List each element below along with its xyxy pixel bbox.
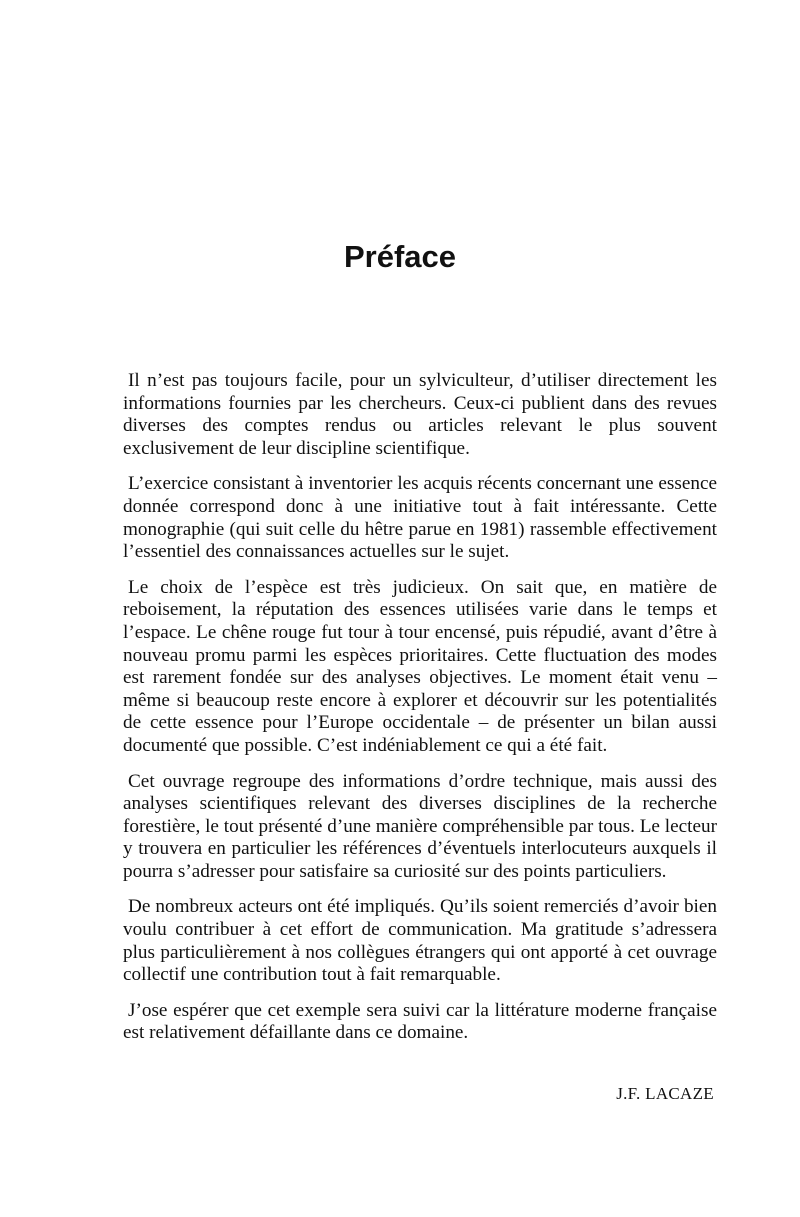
page-title: Préface bbox=[343, 239, 457, 274]
author-signature: J.F. LACAZE bbox=[616, 1084, 714, 1103]
paragraph-5: De nombreux acteurs ont été impliqués. Qu’ils soient remerciés d’avoir bien voulu contribuer à cet effort de communication. Ma gratitude s’adressera plus particulièrement à nos collègues étrangers qui ont apporté à cet ouvrage collectif une contribution tout à fait remarquable. bbox=[123, 896, 717, 986]
paragraph-2: L’exercice consistant à inventorier les acquis récents concernant une essence donnée correspond donc à une initiative tout à fait intéressante. Cette monographie (qui suit celle du hêtre parue en 1981) rassemble effectivement l’essentiel des connaissances actuelles sur le sujet. bbox=[123, 473, 717, 563]
paragraph-4: Cet ouvrage regroupe des informations d’ordre technique, mais aussi des analyses scientifiques relevant des diverses disciplines de la recherche forestière, le tout présenté d’une manière compréhensible par tous. Le lecteur y trouvera en particulier les références d’éventuels interlocuteurs auxquels il pourra s’adresser pour satisfaire sa curiosité sur des points particuliers. bbox=[123, 770, 717, 882]
paragraph-1: Il n’est pas toujours facile, pour un sylviculteur, d’utiliser directement les informations fournies par les chercheurs. Ceux-ci publient dans des revues diverses des comptes rendus ou articles relevant le plus souvent exclusivement de leur discipline scientifique. bbox=[123, 370, 717, 459]
preface-body bbox=[123, 370, 717, 1058]
paragraph-6: J’ose espérer que cet exemple sera suivi car la littérature moderne française est relativement défaillante dans ce domaine. bbox=[123, 999, 717, 1044]
paragraph-3: Le choix de l’espèce est très judicieux. On sait que, en matière de reboisement, la réputation des essences utilisées varie dans le temps et l’espace. Le chêne rouge fut tour à tour encensé, puis répudié, avant d’être à nouveau promu parmi les espèces prioritaires. Cette fluctuation des modes est rarement fondée sur des analyses objectives. Le moment était venu – même si beaucoup reste encore à explorer et découvrir sur les potentialités de cette essence pour l’Europe occidentale – de présenter un bilan aussi documenté que possible. C’est indéniablement ce qui a été fait. bbox=[123, 576, 717, 756]
